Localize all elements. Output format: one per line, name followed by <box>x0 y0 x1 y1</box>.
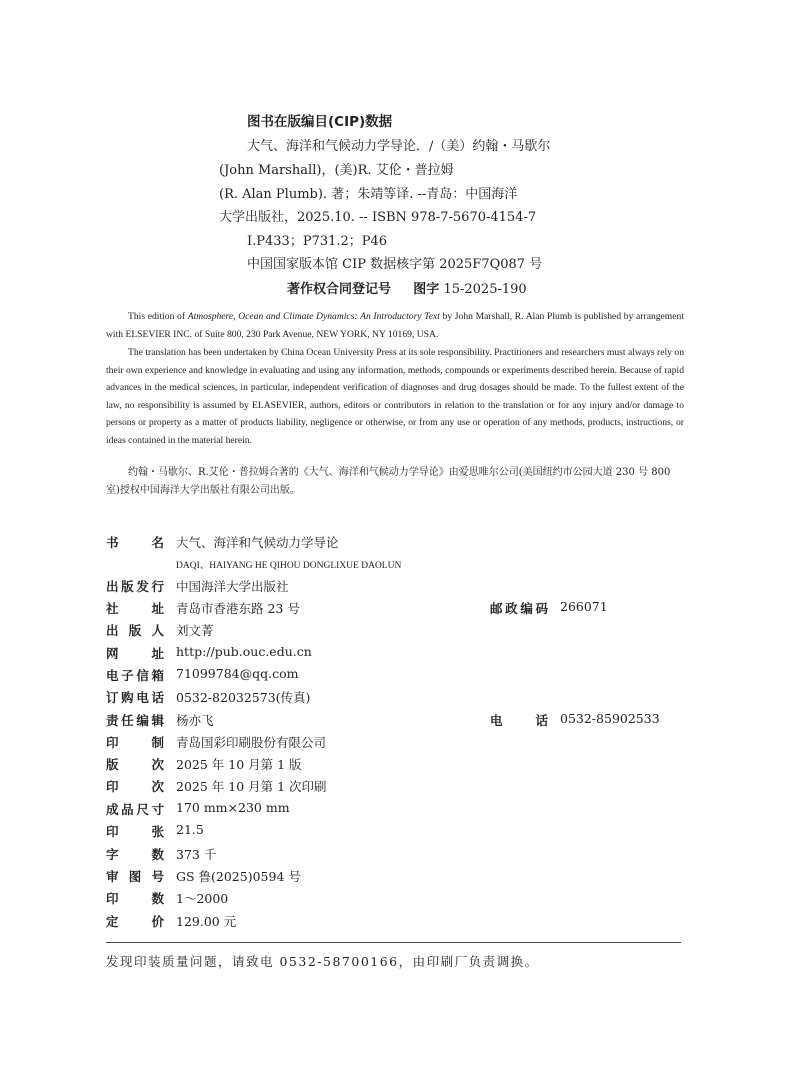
sheets: 21.5 <box>176 822 204 837</box>
sheets-label: 印 张 <box>106 824 164 839</box>
cip-heading: 图书在版编目(CIP)数据 <box>247 114 393 130</box>
order-phone-label: 订购电话 <box>106 690 164 705</box>
size: 170 mm×230 mm <box>176 800 290 815</box>
editor: 杨亦飞 <box>176 713 214 728</box>
copyright-reg-prefix: 图字 <box>413 282 440 297</box>
impression: 2025 年 10 月第 1 次印刷 <box>176 779 327 794</box>
book-name-label: 书 名 <box>106 535 164 550</box>
cip-line-6: 中国国家版本馆 CIP 数据核字第 2025F7Q087 号 <box>247 257 543 272</box>
chief: 刘文菁 <box>176 623 214 638</box>
english-para-1-pre: This edition of <box>128 311 188 322</box>
cip-line-1: 大气、海洋和气候动力学导论．/（美）约翰・马歇尔 <box>247 139 551 154</box>
print-run: 1～2000 <box>176 891 229 906</box>
edition: 2025 年 10 月第 1 版 <box>176 757 302 772</box>
website-label: 网 址 <box>106 646 164 661</box>
chief-label: 出 版 人 <box>106 623 164 638</box>
postcode: 266071 <box>560 599 608 614</box>
price-label: 定 价 <box>106 914 164 929</box>
website-link[interactable]: http://pub.ouc.edu.cn <box>176 644 312 659</box>
print-run-label: 印 数 <box>106 891 164 906</box>
price: 129.00 元 <box>176 914 237 929</box>
publisher: 中国海洋大学出版社 <box>176 579 289 594</box>
copyright-registration <box>287 278 527 297</box>
address: 青岛市香港东路 23 号 <box>176 601 300 616</box>
cip-line-5: Ⅰ.P433；P731.2；P46 <box>247 234 388 249</box>
english-para-1-post: by John Marshall, R. Alan Plumb is published by arrangement with ELSEVIER INC. of Suite 800, 230 Park Avenue, NEW YORK, NY 10169, USA. <box>106 311 684 340</box>
impression-label: 印 次 <box>106 779 164 794</box>
publisher-label: 出版发行 <box>106 579 164 594</box>
copyright-reg-value: 15-2025-190 <box>443 282 527 297</box>
size-label: 成品尺寸 <box>106 802 164 817</box>
map-number: GS 鲁(2025)0594 号 <box>176 869 301 884</box>
phone: 0532-85902533 <box>560 711 660 726</box>
printer: 青岛国彩印刷股份有限公司 <box>176 735 327 750</box>
cip-line-2: (John Marshall)，(美)R. 艾伦・普拉姆 <box>219 163 454 178</box>
order-phone: 0532-82032573(传真) <box>176 690 311 705</box>
book-pinyin: DAQI、HAIYANG HE QIHOU DONGLIXUE DAOLUN <box>176 561 402 571</box>
book-name: 大气、海洋和气候动力学导论 <box>176 535 339 550</box>
words-label: 字 数 <box>106 847 164 862</box>
english-para-2: The translation has been undertaken by China Ocean University Press at its sole responsibility. Practitioners and researchers must always rely on their own experience and knowledge in evaluating and using any information, methods, compounds or experiments described herein. Because of rapid advances in the medical sciences, in particular, independent verification of diagnoses and drug dosages should be made. To the fullest extent of the law, no responsibility is assumed by ELASEVIER, authors, editors or contributors in relation to the translation or for any injury and/or damage to persons or property as a matter of products liability, negligence or otherwise, or from any use or operation of any methods, products, instructions, or ideas contained in the material herein. <box>106 347 684 446</box>
postcode-label: 邮政编码 <box>490 601 548 616</box>
book-english-title: Atmosphere, Ocean and Climate Dynamics: An Introductory Text <box>187 311 440 322</box>
footer-quality-notice: 发现印装质量问题，请致电 0532-58700166，由印刷厂负责调换。 <box>106 954 539 969</box>
english-para-1 <box>106 308 684 343</box>
phone-label: 电 话 <box>490 713 548 728</box>
cip-line-3: (R. Alan Plumb). 著；朱靖等译. --青岛：中国海洋 <box>219 187 518 202</box>
copyright-reg-label: 著作权合同登记号 <box>287 282 392 297</box>
edition-label: 版 次 <box>106 757 164 772</box>
chinese-authorization-note: 约翰・马歇尔、R.艾伦・普拉姆合著的《大气、海洋和气候动力学导论》由爱思唯尔公司(美国纽约市公园大道 230 号 800 室)授权中国海洋大学出版社有限公司出版。 <box>106 467 671 496</box>
footer-divider <box>106 942 681 943</box>
cip-line-4: 大学出版社，2025.10. -- ISBN 978-7-5670-4154-7 <box>219 210 537 225</box>
map-number-label: 审 图 号 <box>106 869 164 884</box>
editor-label: 责任编辑 <box>106 713 164 728</box>
email-label: 电子信箱 <box>106 668 164 683</box>
address-label: 社 址 <box>106 601 164 616</box>
printer-label: 印 制 <box>106 735 164 750</box>
email-link[interactable]: 71099784@qq.com <box>176 666 299 681</box>
words: 373 千 <box>176 847 217 862</box>
